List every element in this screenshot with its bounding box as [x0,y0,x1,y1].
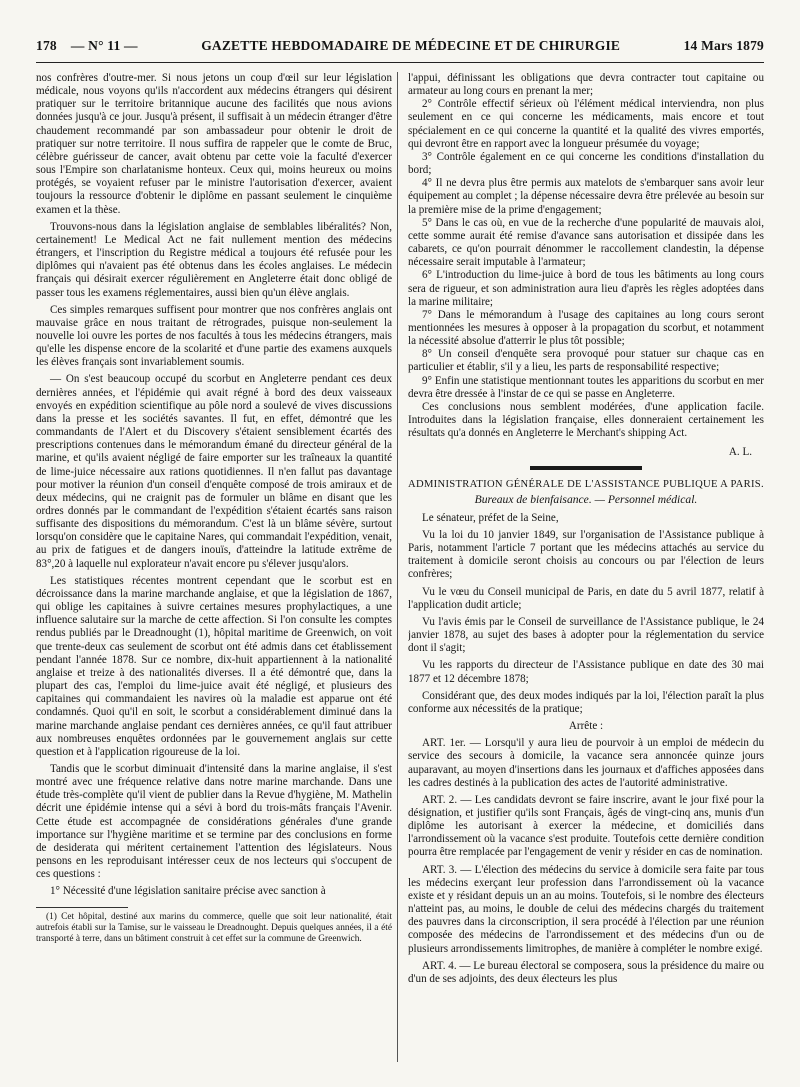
section-separator [530,466,642,470]
issue-number: — N° 11 — [70,38,138,53]
right-column [408,72,764,1072]
list-item: 9° Enfin une statistique mentionnant toutes les apparitions du scorbut en mer devra être dressée à l'instar de ce qui se passe en Angleterre. [408,374,764,400]
list-item: 8° Un conseil d'enquête sera provoqué pour statuer sur chaque cas en particulier et établir, s'il y a lieu, les parts de responsabilité respective; [408,348,764,374]
footnote-rule [36,907,128,908]
issue-date: 14 Mars 1879 [683,38,764,53]
article: ART. 3. — L'élection des médecins du service à domicile sera faite par tous les médecins exerçant leur profession dans l'arrondissement où la vacance existe et y résidant depuis un an au moins. Toutefois, si le nombre des électeurs n'atteint pas, au moins, le double de celui des médecins chargés du traitement des pauvres dans la circonscription, il sera procédé à l'élection par une réunion composée des médecins de l'arrondissement et des médecins d'un ou de plusieurs arrondissements limitrophes, de manière à compléter le nombre exigé. [408,863,764,955]
list-item: 5° Dans le cas où, en vue de la recherche d'une popularité de mauvais aloi, cette somme aurait été remise d'avance sans autorisation et dissipée dans les cabarets, ce qu'on pourrait dénommer le raccollement clandestin, la dépense nécessaire serait imputable à l'armateur; [408,216,764,269]
paragraph: Les statistiques récentes montrent cependant que le scorbut est en décroissance dans la marine marchande anglaise, et que la législation de 1867, qui oblige les capitaines à suivre certaines mesures prophylactiques, a une influence salutaire sur la marche de cette affection. Si l'on consulte les comptes rendus publiés par le Dreadnought (1), hôpital maritime de Greenwich, on voit que trente-deux cas seulement de scorbut ont été admis dans cet établissement pendant l'année 1878. Sur ce nombre, dix-huit appartiennent à la nationalité anglaise et treize à des nationalités diverses. Il a été démontré que, dans la plupart des cas, l'emploi du lime-juice avait été négligé, et plusieurs des capitaines qui commandaient les navires où la maladie est apparue ont été condamnés. Quoi qu'il en soit, le scorbut a considérablement diminué dans la marine marchande anglaise pendant ces dernières années, ce qu'il faut attribuer aux nombreuses enquêtes ordonnées par le gouvernement anglais sur cette question et à l'application rigoureuse de la loi. [36,574,392,758]
journal-title: GAZETTE HEBDOMADAIRE DE MÉDECINE ET DE CHIRURGIE [201,38,621,53]
preamble-line: Le sénateur, préfet de la Seine, [422,511,559,524]
article: ART. 2. — Les candidats devront se faire inscrire, avant le jour fixé pour la désignation, et justifier qu'ils sont Français, âgés de vingt-cinq ans, munis d'un diplôme les autorisant à exercer la médecine, et domiciliés dans l'arrondissement où la vacance s'est produite. Toutefois cette dernière condition pourra être remplacée par l'engagement de venir y résider en cas de nomination. [408,793,764,859]
paragraph: 1° Nécessité d'une législation sanitaire précise avec sanction à [50,885,326,898]
section-subtitle: Bureaux de bienfaisance. — Personnel médical. [474,492,698,506]
preamble-line: Vu la loi du 10 janvier 1849, sur l'organisation de l'Assistance publique à Paris, notamment l'article 7 portant que les médecins attachés au service du traitement à domicile seront choisis au concours ou par l'élection de leurs confrères; [408,529,764,581]
preamble-line: Considérant que, des deux modes indiqués par la loi, l'élection paraît la plus conforme aux nécessités de la pratique; [408,689,764,715]
article: ART. 4. — Le bureau électoral se composera, sous la présidence du maire ou d'un de ses adjoints, des deux électeurs les plus [408,959,764,985]
author-signature: A. L. [728,446,752,459]
list-item: l'appui, définissant les obligations que devra contracter tout capitaine ou armateur au long cours en prenant la mer; [408,72,764,98]
list-item: 6° L'introduction du lime-juice à bord de tous les bâtiments au long cours sera de rigueur, et son administration aura lieu d'après les règles adoptées dans la marine militaire; [408,269,764,308]
list-item: 4° Il ne devra plus être permis aux matelots de s'embarquer sans avoir leur équipement au complet ; la dépense nécessaire devra être prélevée au besoin sur la première mise de la prime d'engagement; [408,177,764,216]
preamble-line: Vu les rapports du directeur de l'Assistance publique en date des 30 mai 1877 et 12 décembre 1878; [408,659,764,685]
paragraph: Tandis que le scorbut diminuait d'intensité dans la marine anglaise, il s'est montré avec une fréquence relative dans notre marine marchande. Dans une étude très-complète qu'il vient de publier dans la Revue d'hygiène, M. Mathelin décrit une épidémie intense qui a sévi à bord du trois-mâts français l'Avenir. Cette étude est accompagnée de considérations générales d'une grande importance sur l'hygiène maritime et se termine par des conclusions en forme de desiderata qui méritent certainement l'attention des législateurs. Nous pensons en les reproduisant intéresser ceux de nos lecteurs qui s'occupent de ces questions : [36,762,392,881]
arrete-heading: Arrête : [568,720,604,733]
paragraph: Trouvons-nous dans la législation anglaise de semblables libéralités? Non, certainement! Le Medical Act ne fait nullement mention des médecins étrangers, et l'inscription du Registre médical a toujours été refusée pour les diplômes qui n'avaient pas été obtenus dans les écoles anglaises. Le médecin français qui désirait exercer régulièrement en Angleterre était donc obligé de passer tous les examens réglementaires, aussi bien qu'un élève anglais. [36,220,392,299]
paragraph: Ces simples remarques suffisent pour montrer que nos confrères anglais ont mauvaise grâce en nous traitant de rétrogrades, puisque non-seulement la nouvelle loi ouvre les portes de nos facultés à tous les médecins étrangers, mais qu'elle les dispense encore de la scolarité et d'une partie des examens auxquels les élèves français sont invariablement soumis. [36,303,392,369]
paragraph: nos confrères d'outre-mer. Si nous jetons un coup d'œil sur leur législation médicale, nous voyons qu'ils n'accordent aux médecins étrangers qui désirent pratiquer sur le territoire britannique aucune des facilités que nous avions données jusqu'à ce jour. Jusqu'à présent, il suffisait à un médecin étranger d'être chaudement recommandé par son ambassadeur pour obtenir le droit de pratiquer sur notre territoire. Il nous suffira de rappeler que le comte de Bruc, célèbre guérisseur de cancer, avait obtenu par cette voie la faculté d'exercer sous l'Empire son charlatanisme honteux. Ceux qui, moins heureux ou moins protégés, se voyaient refuser par le ministre l'autorisation d'exercer, avaient toujours la ressource d'obtenir le diplôme en passant seulement le cinquième examen et la thèse. [36,72,392,216]
list-item: 7° Dans le mémorandum à l'usage des capitaines au long cours seront mentionnées les mesures à opposer à la propagation du scorbut, et notamment la nécessité absolue d'atterrir le plus tôt possible; [408,308,764,348]
page-number: 178 [36,38,57,53]
list-item: 2° Contrôle effectif sérieux où l'élément médical interviendra, non plus seulement en ce qui concerne les médicaments, mais encore et tout spécialement en ce qui concerne la quantité et la qualité des vivres emportés, qui devront être en rapport avec la longueur présumée du voyage; [408,98,764,150]
article: ART. 1er. — Lorsqu'il y aura lieu de pourvoir à un emploi de médecin du service des secours à domicile, la vacance sera annoncée quinze jours auparavant, au moyen d'insertions dans les journaux et d'affiches apposées dans les cadres destinés à la publication des actes de l'autorité administrative. [408,737,764,789]
running-head [36,38,764,60]
footnote: (1) Cet hôpital, destiné aux marins du commerce, quelle que soit leur nationalité, était autrefois établi sur la Tamise, sur le vaisseau le Dreadnought. Depuis quelques années, il a été transporté à terre, dans un bâtiment construit à cet effet sur la commune de Greenwich. [36,911,392,944]
header-rule [36,62,764,63]
paragraph: — On s'est beaucoup occupé du scorbut en Angleterre pendant ces deux dernières années, et l'épidémie qui avait régné à bord des deux vaisseaux envoyés en expédition scientifique au pôle nord a soulevé de vives discussions dans la presse et les sociétés savantes. Il fut, en effet, démontré que les commandants de l'Alert et du Discovery s'étaient sensiblement écartés des prescriptions contenues dans le mémorandum émané du directeur général de la marine, et qu'ils avaient négligé de faire emporter sur les traîneaux la quantité de lime-juice nécessaire aux rations quotidiennes. Il n'en fallut pas davantage pour motiver la réunion d'un conseil d'enquête composé de trois amiraux et de deux médecins, qui ne craignit pas de formuler un blâme en disant que les ordres donnés par le commandant de l'expédition s'étaient écartés sans raison suffisante des dispositions du mémorandum. C'est là un blâme sévère, surtout lorsqu'on considère que le capitaine Nares, qui commandait l'expédition, venait, au prix de fatigues et de dangers inouïs, d'atteindre la latitude extrême de 83°,20 à laquelle nul explorateur n'avait encore pu s'élever jusqu'alors. [36,373,392,570]
section-title: ADMINISTRATION GÉNÉRALE DE L'ASSISTANCE PUBLIQUE A PARIS. [408,478,764,490]
column-divider [397,72,398,1062]
preamble-line: Vu l'avis émis par le Conseil de surveillance de l'Assistance publique, le 24 janvier 1878, au sujet des bases à adopter pour la réglementation du service dont il s'agit; [408,615,764,655]
list-item: 3° Contrôle également en ce qui concerne les conditions d'installation du bord; [408,150,764,177]
preamble-line: Vu le vœu du Conseil municipal de Paris, en date du 5 avril 1877, relatif à l'application dudit article; [408,585,764,611]
conclusion-paragraph: Ces conclusions nous semblent modérées, d'une application facile. Introduites dans la législation française, elles donneraient certainement les résultats qu'a donnés en Angleterre le Merchant's shipping Act. [408,400,764,440]
left-column [36,72,392,1072]
